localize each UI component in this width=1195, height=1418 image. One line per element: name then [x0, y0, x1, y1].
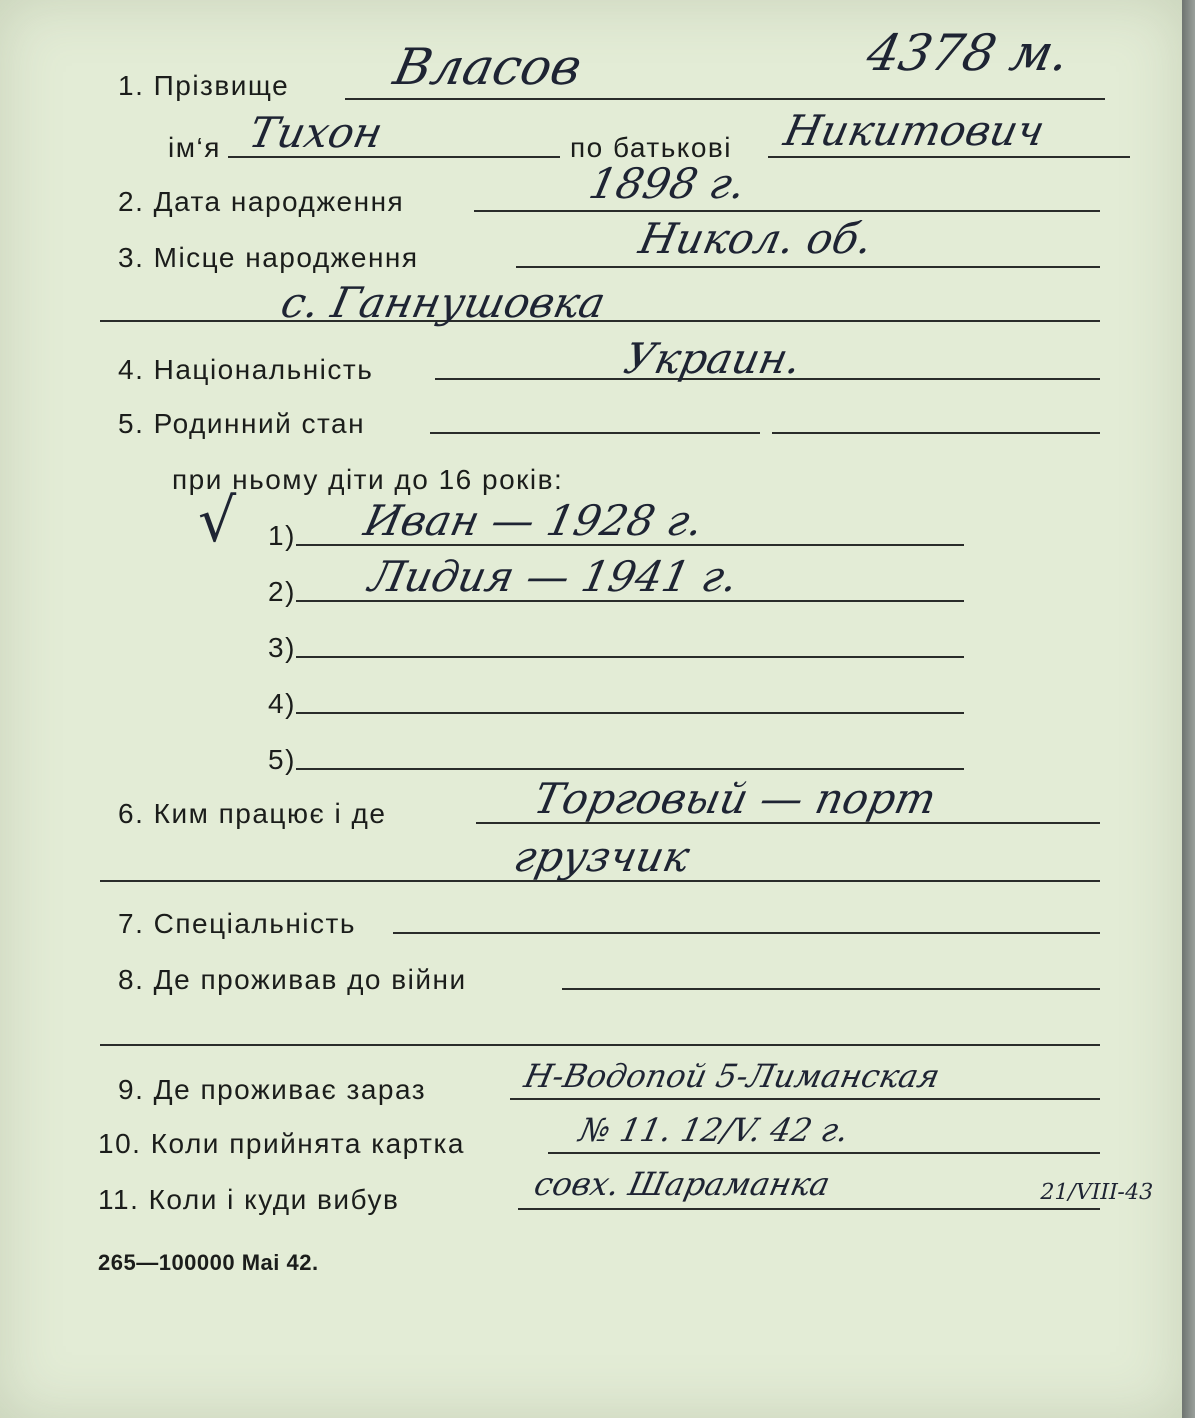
birth-place-value-1: Никол. об.	[634, 214, 878, 263]
child-3-num: 3)	[268, 632, 296, 663]
specialty-label: 7. Спеціальність	[118, 908, 356, 939]
child-2-num: 2)	[268, 576, 296, 607]
birth-date-value: 1898 г.	[584, 159, 751, 208]
check-mark: √	[198, 486, 237, 556]
work-value-2: грузчик	[509, 832, 694, 881]
child-4-num: 4)	[268, 688, 296, 719]
specialty-line	[393, 932, 1100, 934]
departed-label: 11. Коли і куди вибув	[98, 1184, 400, 1215]
first-name-label: ім‘я	[168, 132, 221, 163]
departed-date: 21/VIII-43	[1037, 1180, 1156, 1205]
patronymic-line	[768, 156, 1130, 158]
departed-line	[518, 1208, 1100, 1210]
surname-value: Власов	[388, 38, 587, 96]
nationality-label: 4. Національність	[118, 354, 374, 385]
current-residence-line	[510, 1098, 1100, 1100]
work-value-1: Торговый — порт	[529, 774, 941, 823]
birth-date-label: 2. Дата народження	[118, 186, 405, 217]
current-residence-label: 9. Де проживає зараз	[118, 1074, 427, 1105]
current-residence-value: Н-Водопой 5-Лиманская	[520, 1057, 944, 1095]
birth-place-label: 3. Місце народження	[118, 242, 419, 273]
prewar-residence-line	[562, 988, 1100, 990]
first-name-value: Тихон	[244, 108, 388, 157]
surname-label: 1. Прізвище	[118, 70, 290, 101]
card-accepted-value: № 11. 12/V. 42 г.	[575, 1111, 853, 1149]
child-4-line	[296, 712, 964, 714]
surname-line	[345, 98, 1105, 100]
birth-date-line	[474, 210, 1100, 212]
child-5-num: 5)	[268, 744, 296, 775]
child-3-line	[296, 656, 964, 658]
birth-place-value-2: с. Ганнушовка	[276, 278, 610, 327]
patronymic-label: по батькові	[570, 132, 733, 163]
card-number: 4378 м.	[861, 24, 1075, 82]
child-5-line	[296, 768, 964, 770]
birth-place-line	[516, 266, 1100, 268]
marital-status-label: 5. Родинний стан	[118, 408, 366, 439]
card-accepted-line	[548, 1152, 1100, 1154]
print-code: 265—100000 Mai 42.	[98, 1250, 319, 1275]
patronymic-value: Никитович	[779, 106, 1049, 155]
child-1-num: 1)	[268, 520, 296, 551]
prewar-residence-label: 8. Де проживав до війни	[118, 964, 467, 995]
nationality-value: Украин.	[619, 334, 806, 383]
departed-value: совх. Шараманка	[530, 1165, 834, 1203]
prewar-residence-line-2	[100, 1044, 1100, 1046]
marital-status-line-b	[772, 432, 1100, 434]
marital-status-line-a	[430, 432, 760, 434]
child-2-value: Лидия — 1941 г.	[364, 552, 743, 601]
card-accepted-label: 10. Коли прийнята картка	[98, 1128, 465, 1159]
children-label: при ньому діти до 16 років:	[172, 464, 564, 495]
work-label: 6. Ким працює і де	[118, 798, 387, 829]
child-1-value: Иван — 1928 г.	[359, 496, 708, 545]
